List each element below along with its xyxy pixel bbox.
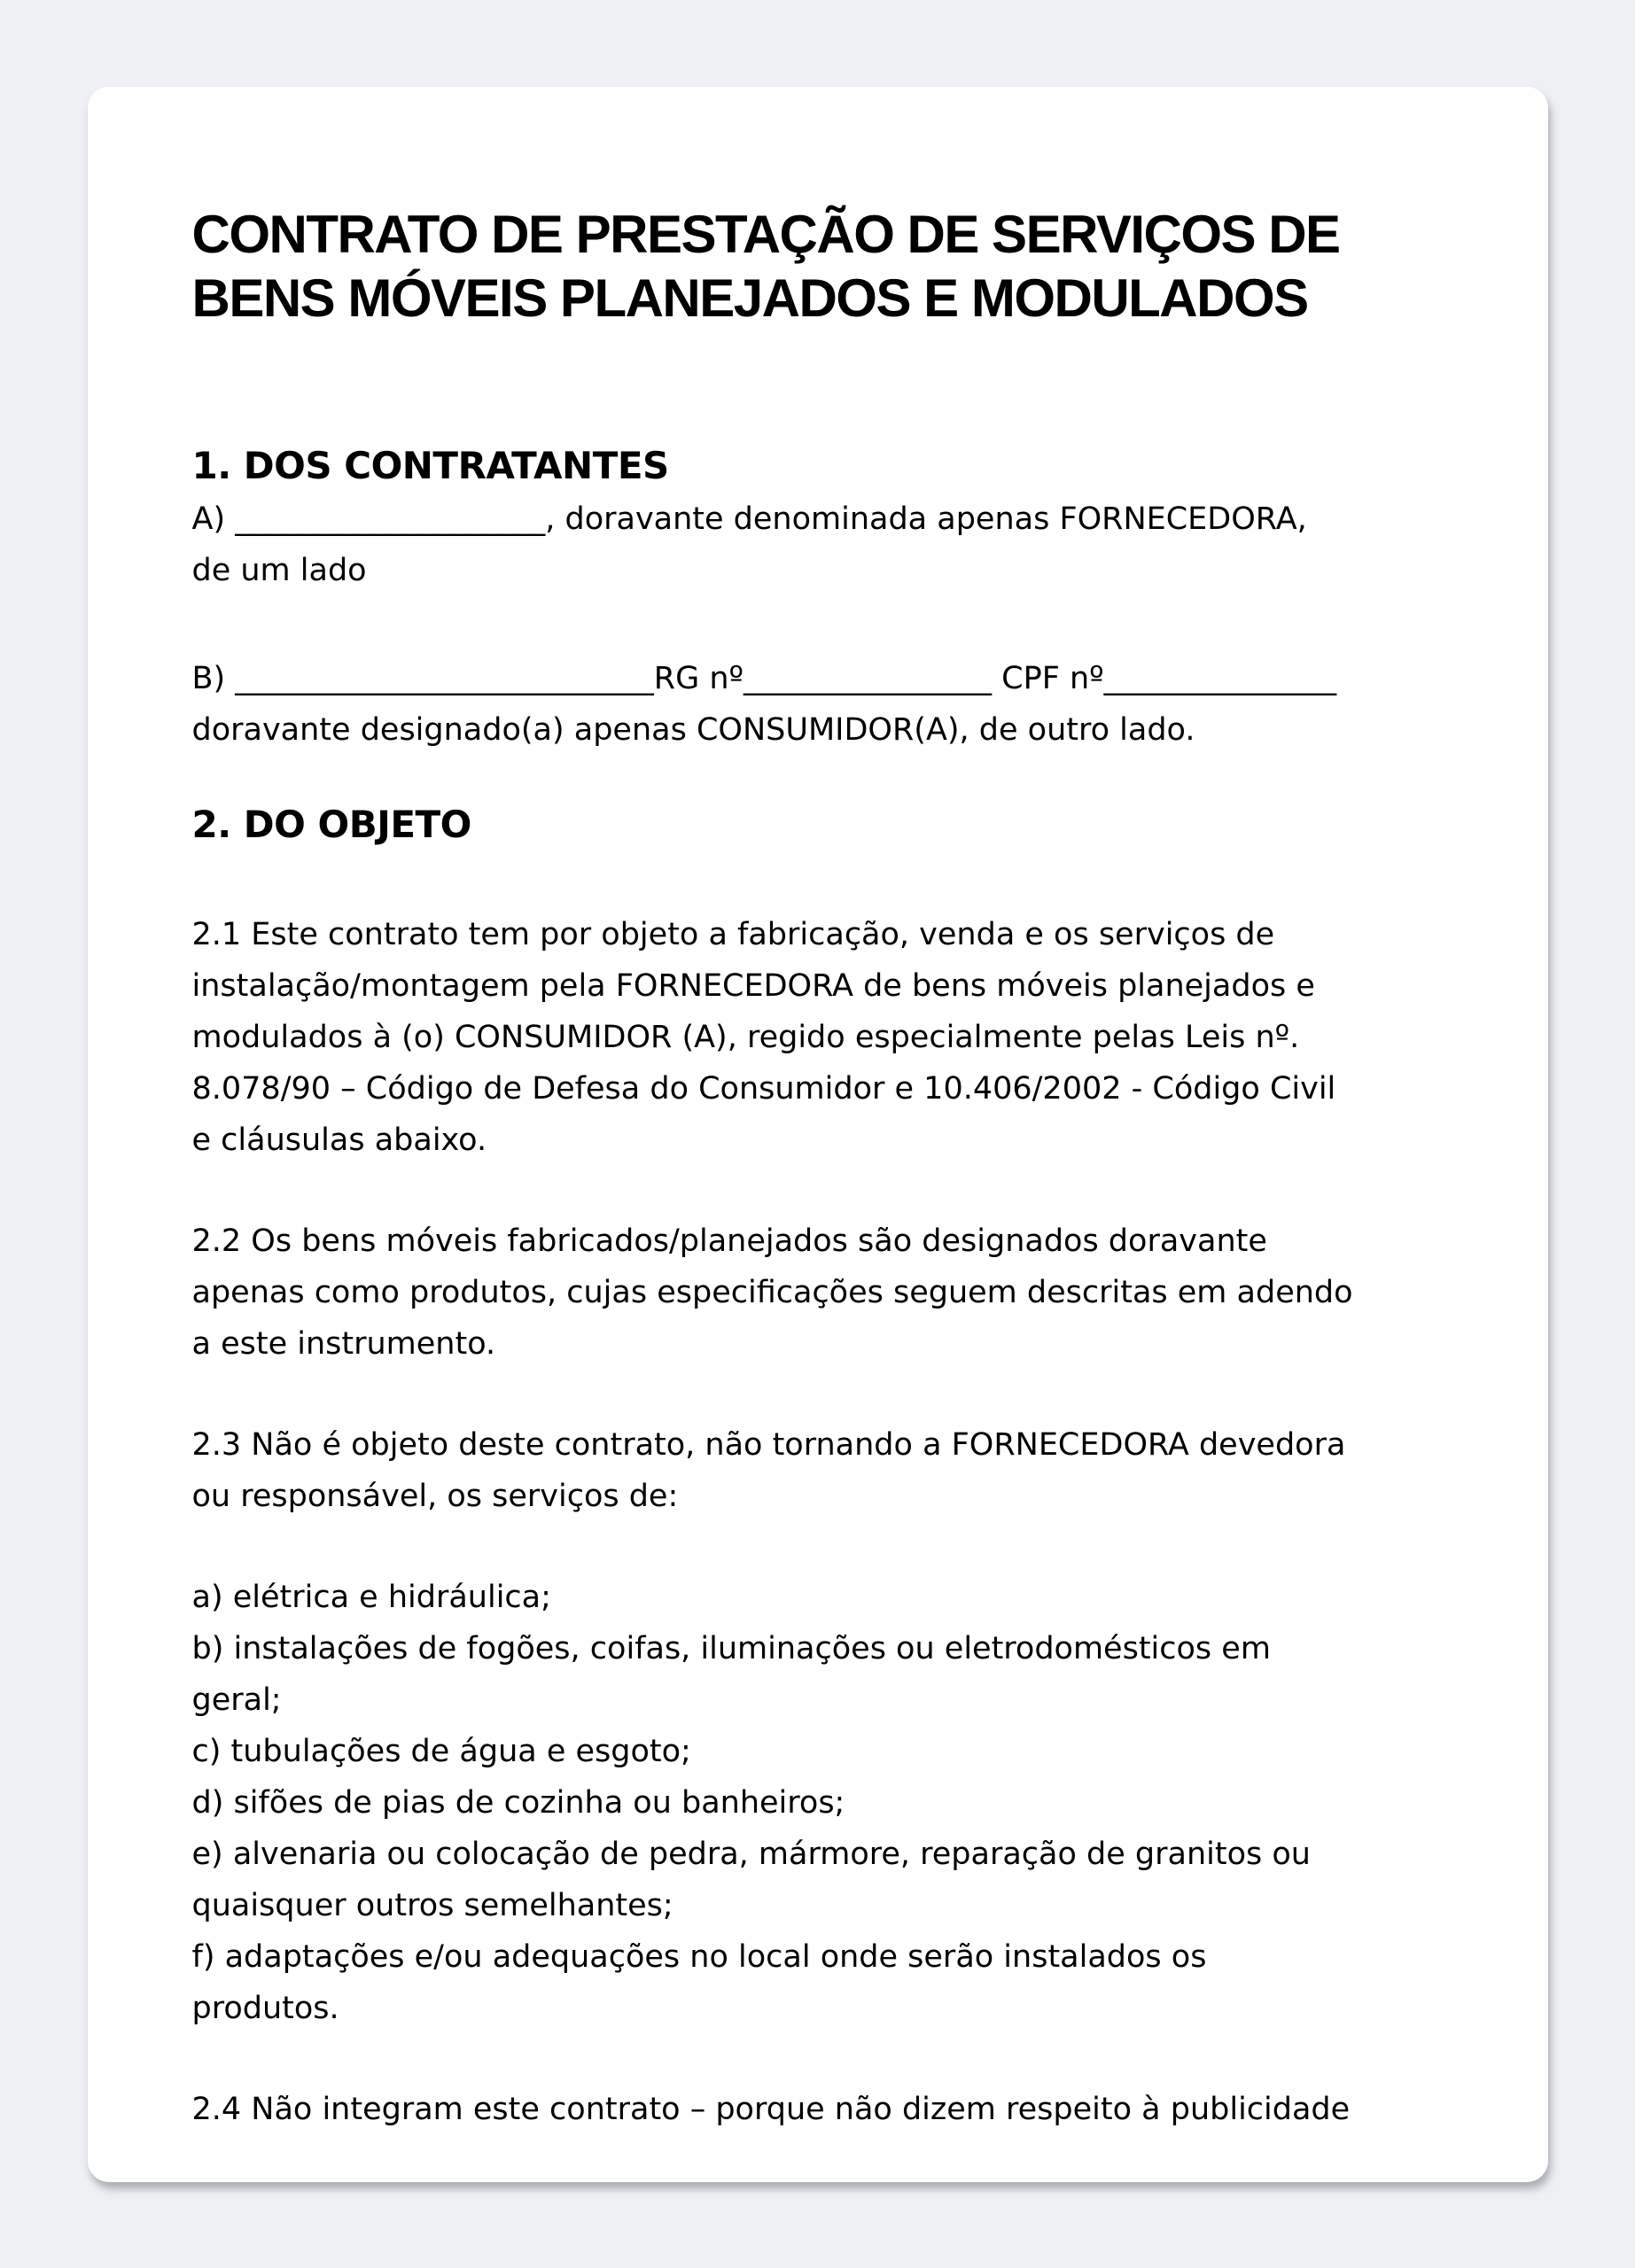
list-item-line: b) instalações de fogões, coifas, iluminações ou eletrodomésticos em [191,1631,1271,1666]
clause-line: e cláusulas abaixo. [191,1122,487,1158]
clause-2-1-paragraph [192,909,1444,1166]
clause-line: instalação/montagem pela FORNECEDORA de bens móveis planejados e [191,968,1315,1004]
clause-b-paragraph [192,653,1444,756]
clause-line: doravante designado(a) apenas CONSUMIDOR(A), de outro lado. [191,712,1195,748]
list-item-line: produtos. [191,1991,339,2026]
section-2-heading: 2. DO OBJETO [191,803,471,846]
clause-line: 2.1 Este contrato tem por objeto a fabricação, venda e os serviços de [191,917,1275,952]
clause-line: A) ____________________, doravante denominada apenas FORNECEDORA, [191,501,1307,537]
document-title-line-2: BENS MÓVEIS PLANEJADOS E MODULADOS [191,268,1308,328]
list-item-line: geral; [191,1682,282,1718]
list-item-line: c) tubulações de água e esgoto; [191,1734,691,1769]
clause-line: 8.078/90 – Código de Defesa do Consumidor e 10.406/2002 - Código Civil [191,1071,1336,1107]
clause-line: B) ___________________________RG nº________________ CPF nº_______________ [191,661,1337,696]
exclusions-list [192,1572,1444,2034]
list-item-line: a) elétrica e hidráulica; [191,1580,551,1615]
list-item-line: quaisquer outros semelhantes; [191,1888,673,1923]
clause-line: de um lado [191,553,367,588]
clause-2-4-paragraph [192,2084,1444,2135]
document-title-line-1: CONTRATO DE PRESTAÇÃO DE SERVIÇOS DE [191,205,1340,264]
clause-2-2-paragraph [192,1216,1444,1370]
clause-line: modulados à (o) CONSUMIDOR (A), regido especialmente pelas Leis nº. [191,1020,1300,1055]
document-card [88,87,1548,2182]
document-title [192,203,1444,330]
list-item-line: d) sifões de pias de cozinha ou banheiros; [191,1785,845,1821]
clause-line: 2.4 Não integram este contrato – porque não dizem respeito à publicidade [191,2092,1351,2127]
clause-line: ou responsável, os serviços de: [191,1479,679,1514]
list-item-line: e) alvenaria ou colocação de pedra, mármore, reparação de granitos ou [191,1837,1311,1872]
list-item-line: f) adaptações e/ou adequações no local onde serão instalados os [191,1939,1207,1975]
section-1-heading: 1. DOS CONTRATANTES [191,444,669,487]
clause-2-3-paragraph [192,1419,1444,1522]
clause-line: 2.3 Não é objeto deste contrato, não tornando a FORNECEDORA devedora [191,1427,1346,1463]
clause-line: a este instrumento. [191,1326,496,1362]
clause-a-paragraph [192,493,1444,596]
clause-line: apenas como produtos, cujas especificações seguem descritas em adendo [191,1275,1353,1310]
clause-line: 2.2 Os bens móveis fabricados/planejados são designados doravante [191,1223,1267,1259]
